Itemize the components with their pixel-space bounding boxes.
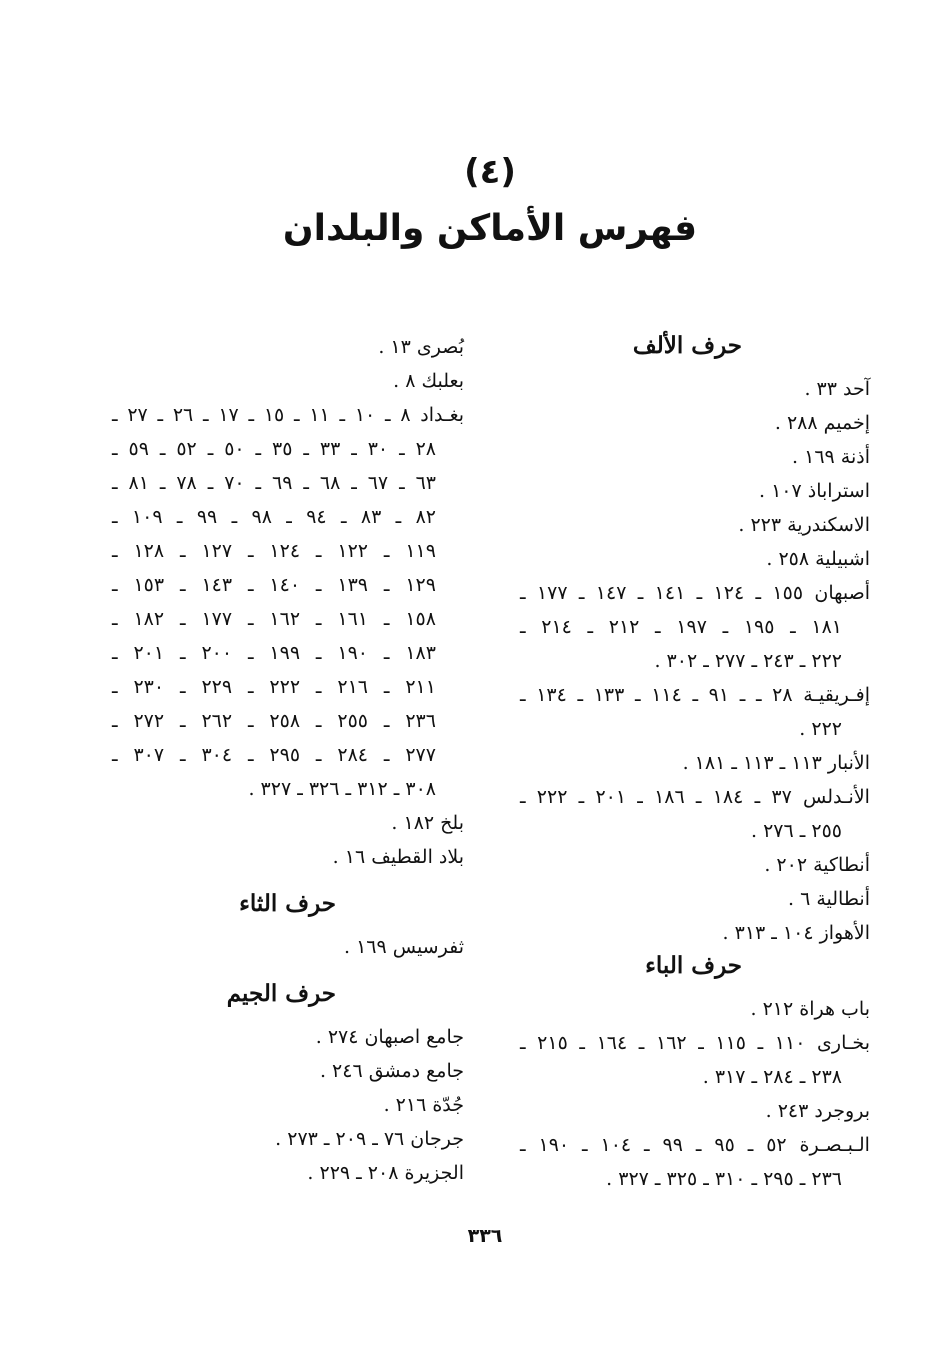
index-entry bbox=[112, 1156, 464, 1190]
entry-line: إخميم ٢٨٨ . bbox=[774, 412, 870, 434]
entry-line: أذنة ١٦٩ . bbox=[792, 446, 870, 468]
index-entry bbox=[520, 440, 870, 474]
entry-line: ١١٩ ـ ١٢٢ ـ ١٢٤ ـ ١٢٧ ـ ١٢٨ ـ bbox=[112, 540, 436, 562]
index-entry bbox=[520, 508, 870, 542]
entry-line: بلاد القطيف ١٦ . bbox=[332, 846, 464, 868]
entry-line: الجزيرة ٢٠٨ ـ ٢٢٩ . bbox=[307, 1162, 464, 1184]
index-entry bbox=[112, 840, 464, 874]
index-entry bbox=[520, 1094, 870, 1128]
entry-line: ثفرسيس ١٦٩ . bbox=[343, 936, 464, 958]
index-entry bbox=[112, 1054, 464, 1088]
entry-line: اشبيلية ٢٥٨ . bbox=[766, 548, 870, 570]
entry-line: جرجان ٧٦ ـ ٢٠٩ ـ ٢٧٣ . bbox=[275, 1128, 464, 1150]
entry-line: بروجرد ٢٤٣ . bbox=[765, 1100, 870, 1122]
entry-line: جامع اصبهان ٢٧٤ . bbox=[315, 1026, 464, 1048]
entry-line: بُصرى ١٣ . bbox=[378, 336, 464, 358]
index-entry bbox=[520, 372, 870, 406]
section-heading: حرف الألف bbox=[632, 332, 742, 359]
entry-line: باب هراة ٢١٢ . bbox=[750, 998, 870, 1020]
entry-line: ١٨٣ ـ ١٩٠ ـ ١٩٩ ـ ٢٠٠ ـ ٢٠١ ـ bbox=[112, 642, 436, 664]
index-entry bbox=[112, 930, 464, 964]
entry-line: أصبهان ١٥٥ ـ ١٢٤ ـ ١٤١ ـ ١٤٧ ـ ١٧٧ ـ bbox=[520, 582, 871, 604]
entry-line: أنطالية ٦ . bbox=[787, 888, 870, 910]
entry-line: الأنبار ١١٣ ـ ١١٣ ـ ١٨١ . bbox=[682, 752, 870, 774]
entry-line: بعلبك ٨ . bbox=[393, 370, 464, 392]
index-title: فهرس الأماكن والبلدان bbox=[282, 208, 698, 249]
index-entry bbox=[520, 406, 870, 440]
index-entry bbox=[520, 1128, 870, 1196]
entry-line: الأنـدلس ٣٧ ـ ١٨٤ ـ ١٨٦ ـ ٢٠١ ـ ٢٢٢ ـ bbox=[520, 786, 870, 808]
entry-line: ٢١١ ـ ٢١٦ ـ ٢٢٢ ـ ٢٢٩ ـ ٢٣٠ ـ bbox=[112, 676, 436, 698]
entry-line: ٢٥٥ ـ ٢٧٦ . bbox=[751, 820, 842, 842]
entry-line: أنطاكية ٢٠٢ . bbox=[764, 854, 870, 876]
index-entry bbox=[520, 746, 870, 780]
index-entry bbox=[520, 992, 870, 1026]
entry-line: بلخ ١٨٢ . bbox=[391, 812, 464, 834]
entry-line: ٣٠٨ ـ ٣١٢ ـ ٣٢٦ ـ ٣٢٧ . bbox=[248, 778, 436, 800]
page-number: ٣٣٦ bbox=[467, 1225, 503, 1247]
entry-line: ٨٢ ـ ٨٣ ـ ٩٤ ـ ٩٨ ـ ٩٩ ـ ١٠٩ ـ bbox=[112, 506, 436, 528]
index-entry bbox=[520, 576, 870, 678]
entry-line: استراباذ ١٠٧ . bbox=[759, 480, 870, 502]
index-entry bbox=[520, 678, 870, 746]
entry-line: ٢٢٢ . bbox=[799, 718, 842, 740]
entry-line: ٦٣ ـ ٦٧ ـ ٦٨ ـ ٦٩ ـ ٧٠ ـ ٧٨ ـ ٨١ ـ bbox=[112, 472, 436, 494]
index-entry bbox=[520, 542, 870, 576]
index-entry bbox=[112, 806, 464, 840]
entry-line: ١٢٩ ـ ١٣٩ ـ ١٤٠ ـ ١٤٣ ـ ١٥٣ ـ bbox=[112, 574, 436, 596]
entry-line: ٢٧٧ ـ ٢٨٤ ـ ٢٩٥ ـ ٣٠٤ ـ ٣٠٧ ـ bbox=[112, 744, 436, 766]
section-heading: حرف الجيم bbox=[226, 980, 336, 1007]
entry-line: ١٨١ ـ ١٩٥ ـ ١٩٧ ـ ٢١٢ ـ ٢١٤ ـ bbox=[520, 616, 842, 638]
entry-line: ٢٨ ـ ٣٠ ـ ٣٣ ـ ٣٥ ـ ٥٠ ـ ٥٢ ـ ٥٩ ـ bbox=[112, 438, 436, 460]
index-entry bbox=[520, 780, 870, 848]
index-entry bbox=[520, 848, 870, 882]
index-entry bbox=[520, 882, 870, 916]
index-entry bbox=[112, 364, 464, 398]
entry-line: ٢٣٨ ـ ٢٨٤ ـ ٣١٧ . bbox=[702, 1066, 842, 1088]
section-heading: حرف الثاء bbox=[239, 890, 336, 917]
entry-line: ٢٣٦ ـ ٢٥٥ ـ ٢٥٨ ـ ٢٦٢ ـ ٢٧٢ ـ bbox=[112, 710, 436, 732]
entry-line: الأهواز ١٠٤ ـ ٣١٣ . bbox=[722, 922, 870, 944]
entry-line: ٢٣٦ ـ ٢٩٥ ـ ٣١٠ ـ ٣٢٥ ـ ٣٢٧ . bbox=[606, 1168, 842, 1190]
index-entry bbox=[520, 916, 870, 950]
entry-line: بخـارى ١١٠ ـ ١١٥ ـ ١٦٢ ـ ١٦٤ ـ ٢١٥ ـ bbox=[520, 1032, 870, 1054]
entry-line: آحد ٣٣ . bbox=[804, 378, 870, 400]
right-column bbox=[520, 330, 870, 1196]
index-entry bbox=[112, 1122, 464, 1156]
index-entry bbox=[520, 1026, 870, 1094]
entry-line: ٢٢٢ ـ ٢٤٣ ـ ٢٧٧ ـ ٣٠٢ . bbox=[654, 650, 842, 672]
section-heading: حرف الباء bbox=[645, 952, 742, 979]
index-entry bbox=[112, 1088, 464, 1122]
index-entry bbox=[112, 398, 464, 806]
entry-line: ١٥٨ ـ ١٦١ ـ ١٦٢ ـ ١٧٧ ـ ١٨٢ ـ bbox=[112, 608, 436, 630]
entry-line: الـبـصـرة ٥٢ ـ ٩٥ ـ ٩٩ ـ ١٠٤ ـ ١٩٠ ـ bbox=[520, 1134, 870, 1156]
entry-line: إفـريقيـة ٢٨ ـ ـ ٩١ ـ ١١٤ ـ ١٣٣ ـ ١٣٤ ـ bbox=[520, 684, 871, 706]
index-number: (٤) bbox=[464, 152, 516, 192]
entry-line: بغـداد ٨ ـ ١٠ ـ ١١ ـ ١٥ ـ ١٧ ـ ٢٦ ـ ٢٧ ـ bbox=[112, 404, 465, 426]
entry-line: جُدّة ٢١٦ . bbox=[383, 1094, 464, 1116]
left-column bbox=[112, 330, 464, 1190]
entry-line: الاسكندرية ٢٢٣ . bbox=[738, 514, 870, 536]
index-entry bbox=[112, 330, 464, 364]
index-entry bbox=[112, 1020, 464, 1054]
entry-line: جامع دمشق ٢٤٦ . bbox=[319, 1060, 464, 1082]
index-entry bbox=[520, 474, 870, 508]
